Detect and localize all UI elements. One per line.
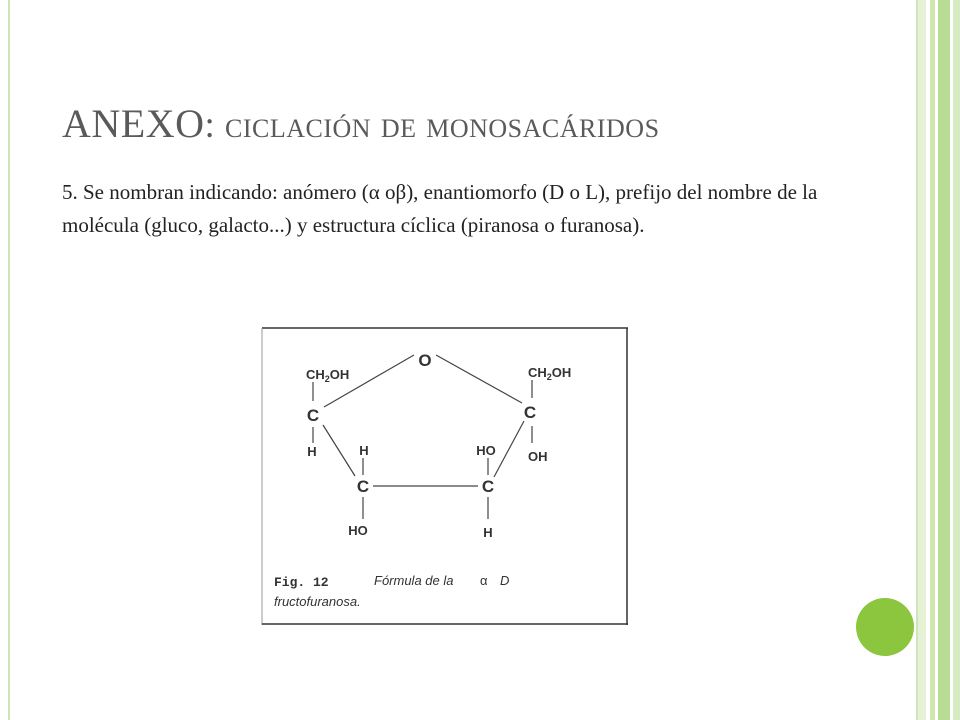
- caption-alpha: α: [480, 573, 488, 588]
- c3-ho-label: HO: [348, 523, 368, 538]
- decor-stripe: [953, 0, 960, 720]
- c5-oh-label: OH: [528, 449, 548, 464]
- carbon-c3-label: C: [356, 477, 370, 496]
- ring-oxygen-label: O: [418, 351, 432, 370]
- c4-ho-label: HO: [476, 443, 496, 458]
- fructofuranose-figure: [260, 325, 630, 625]
- decor-stripe: [938, 0, 950, 720]
- right-ch2oh-label: $CH_2OH$: [528, 365, 572, 382]
- caption-fig-number: Fig. 12: [274, 575, 329, 590]
- caption-line-1: Fórmula de la: [374, 573, 454, 588]
- title-main: ANEXO: [62, 101, 205, 146]
- decor-stripe: [918, 0, 926, 720]
- caption-line-2: fructofuranosa.: [274, 594, 361, 609]
- c4-h-label: H: [483, 525, 493, 540]
- structure-diagram: [260, 325, 630, 625]
- green-circle-decoration: [856, 598, 914, 656]
- carbon-c5-label: C: [523, 403, 537, 422]
- carbon-c4-label: C: [481, 477, 495, 496]
- caption-d: D: [500, 573, 510, 588]
- slide-body-text: 5. Se nombran indicando: anómero (α oβ), enantiomorfo (D o L), prefijo del nombre de la molécula (gluco, galacto...) y estructura cíclica (piranosa o furanosa).: [62, 180, 818, 237]
- title-subtitle: : ciclación de monosacáridos: [204, 105, 660, 146]
- c3-h-label: H: [359, 443, 369, 458]
- c2-h-label: H: [307, 444, 317, 459]
- carbon-c2-label: C: [306, 406, 320, 425]
- left-ch2oh-label: $CH_2OH$: [306, 367, 350, 384]
- slide-title: [62, 100, 902, 147]
